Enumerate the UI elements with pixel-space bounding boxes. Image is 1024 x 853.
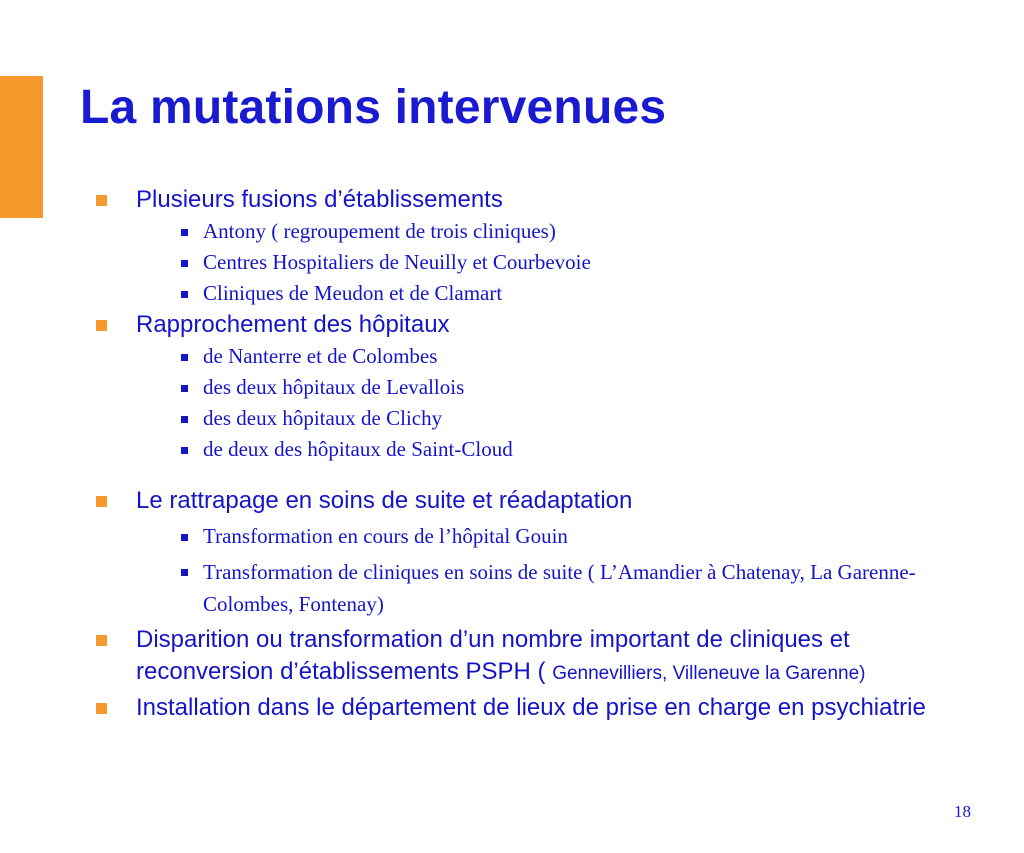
sub-bullet-item: [95, 403, 975, 434]
bullet-text: Disparition ou transformation d’un nombre important de cliniques et reconversion d’établissements PSPH (: [136, 626, 850, 685]
sub-bullet-text: des deux hôpitaux de Levallois: [203, 375, 465, 399]
bullet-text: Plusieurs fusions d’établissements: [136, 186, 503, 213]
sub-bullet-text: Transformation de cliniques en soins de suite ( L’Amandier à Chatenay, La Garenne-Colombes, Fontenay): [203, 560, 916, 616]
sub-bullet-text: Transformation en cours de l’hôpital Gouin: [203, 524, 568, 548]
sub-bullet-item: [95, 247, 975, 278]
sub-bullet-text: Cliniques de Meudon et de Clamart: [203, 281, 503, 305]
sub-bullet-item: [95, 556, 975, 620]
small-square-bullet-icon: [181, 416, 188, 423]
bullet-item: [95, 692, 975, 724]
sub-bullet-item: [95, 434, 975, 465]
bullet-list: [95, 184, 975, 724]
bullet-item: [95, 624, 975, 688]
slide-title: La mutations intervenues: [80, 81, 667, 134]
bullet-item: [95, 485, 975, 517]
sub-bullet-item: [95, 341, 975, 372]
sub-bullet-text: Antony ( regroupement de trois cliniques): [203, 219, 556, 243]
accent-bar: [0, 76, 43, 218]
square-bullet-icon: [96, 496, 107, 507]
bullet-text: Rapprochement des hôpitaux: [136, 311, 450, 338]
small-square-bullet-icon: [181, 385, 188, 392]
bullet-item: [95, 309, 975, 341]
sub-bullet-item: [95, 372, 975, 403]
sub-bullet-item: [95, 216, 975, 247]
page-number: 18: [954, 802, 971, 821]
square-bullet-icon: [96, 635, 107, 646]
bullet-item: [95, 184, 975, 216]
bullet-text: Le rattrapage en soins de suite et réadaptation: [136, 487, 633, 514]
sub-bullet-text: Centres Hospitaliers de Neuilly et Courbevoie: [203, 250, 591, 274]
small-square-bullet-icon: [181, 291, 188, 298]
small-square-bullet-icon: [181, 354, 188, 361]
small-square-bullet-icon: [181, 534, 188, 541]
sub-bullet-text: de deux des hôpitaux de Saint-Cloud: [203, 437, 513, 461]
sub-bullet-text: des deux hôpitaux de Clichy: [203, 406, 443, 430]
small-square-bullet-icon: [181, 260, 188, 267]
spacer: [95, 465, 975, 485]
sub-bullet-item: [95, 521, 975, 552]
square-bullet-icon: [96, 703, 107, 714]
bullet-text: Installation dans le département de lieux de prise en charge en psychiatrie: [136, 694, 926, 721]
small-square-bullet-icon: [181, 447, 188, 454]
bullet-text-small: Gennevilliers, Villeneuve la Garenne): [552, 663, 866, 684]
sub-bullet-item: [95, 278, 975, 309]
square-bullet-icon: [96, 195, 107, 206]
square-bullet-icon: [96, 320, 107, 331]
sub-bullet-text: de Nanterre et de Colombes: [203, 344, 438, 368]
small-square-bullet-icon: [181, 569, 188, 576]
small-square-bullet-icon: [181, 229, 188, 236]
